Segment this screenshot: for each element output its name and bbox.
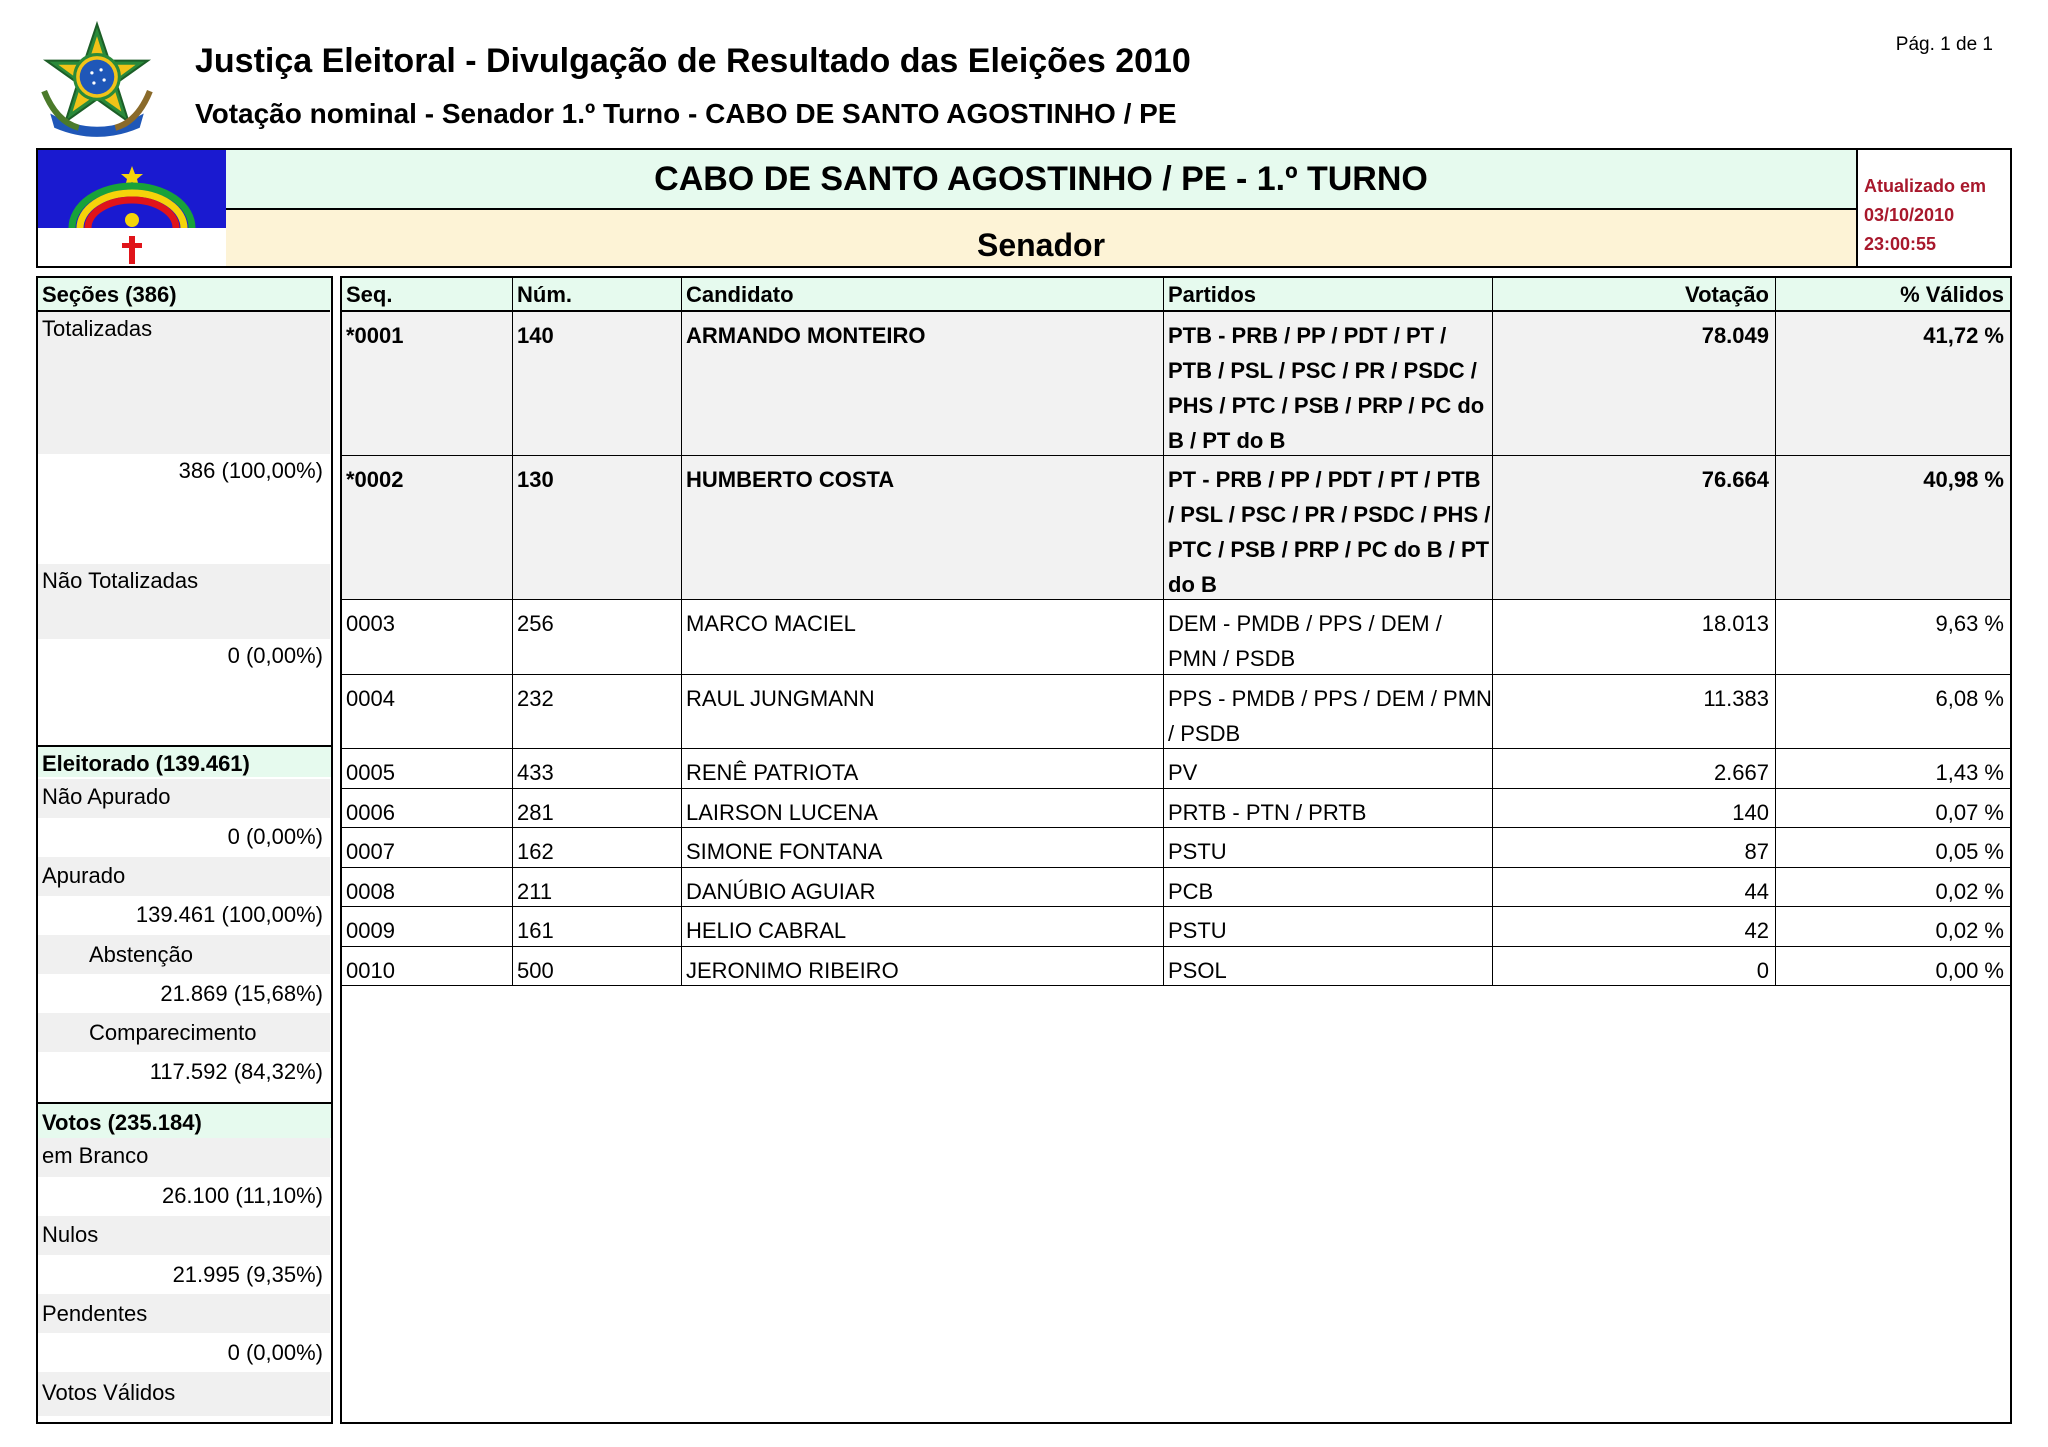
nao-apurado-value: 0 (0,00%): [227, 824, 323, 849]
cell-partidos: PSTU: [1163, 828, 1492, 867]
pernambuco-flag-icon: [38, 150, 228, 266]
cell-pct: 0,00 %: [1775, 947, 2010, 985]
cell-partidos: PT - PRB / PP / PDT / PT / PTB / PSL / PSC / PR / PSDC / PHS / PTC / PSB / PRP / PC do B / PT do B: [1163, 456, 1492, 599]
cell-candidato: ARMANDO MONTEIRO: [681, 312, 1163, 455]
table-row: [342, 749, 2010, 789]
cell-partidos: PCB: [1163, 868, 1492, 906]
cell-partidos: DEM - PMDB / PPS / DEM / PMN / PSDB: [1163, 600, 1492, 674]
cell-num: 161: [512, 907, 681, 946]
summary-panel: [36, 276, 333, 1424]
cell-candidato: RAUL JUNGMANN: [681, 675, 1163, 748]
cell-pct: 41,72 %: [1775, 312, 2010, 455]
cell-num: 500: [512, 947, 681, 985]
nao-apurado-label: Não Apurado: [38, 779, 330, 818]
table-row: [342, 947, 2010, 986]
cell-seq: 0005: [346, 760, 395, 785]
table-row: [342, 828, 2010, 868]
cell-candidato: JERONIMO RIBEIRO: [681, 947, 1163, 985]
cell-num: 140: [512, 312, 681, 455]
cell-votacao: 0: [1492, 947, 1775, 985]
column-header-seq: Seq.: [346, 282, 393, 307]
cell-num: 232: [512, 675, 681, 748]
pendentes-value: 0 (0,00%): [227, 1340, 323, 1365]
cell-votacao: 140: [1492, 789, 1775, 827]
cell-pct: 0,02 %: [1775, 868, 2010, 906]
cell-votacao: 11.383: [1492, 675, 1775, 748]
cell-votacao: 87: [1492, 828, 1775, 867]
cell-candidato: SIMONE FONTANA: [681, 828, 1163, 867]
cell-num: 433: [512, 749, 681, 788]
cell-pct: 6,08 %: [1775, 675, 2010, 748]
results-table: [340, 276, 2012, 1424]
results-banner: [36, 148, 2012, 268]
cell-seq: 0010: [346, 958, 395, 983]
cell-seq: 0009: [346, 918, 395, 943]
table-row: [342, 600, 2010, 675]
eleitorado-header: Eleitorado (139.461): [38, 745, 331, 777]
column-header-votacao: Votação: [1492, 278, 1775, 310]
votos-header: Votos (235.184): [38, 1102, 331, 1138]
cell-num: 256: [512, 600, 681, 674]
cell-partidos: PV: [1163, 749, 1492, 788]
cell-seq: 0007: [346, 839, 395, 864]
nao-totalizadas-value: 0 (0,00%): [227, 643, 323, 668]
table-row: [342, 907, 2010, 947]
nao-totalizadas-label: Não Totalizadas: [38, 564, 330, 639]
cell-pct: 1,43 %: [1775, 749, 2010, 788]
abstencao-label: Abstenção: [38, 935, 330, 974]
cell-partidos: PSOL: [1163, 947, 1492, 985]
comparecimento-value: 117.592 (84,32%): [149, 1059, 323, 1084]
totalizadas-value: 386 (100,00%): [178, 458, 323, 483]
table-row: [342, 456, 2010, 600]
nulos-value: 21.995 (9,35%): [172, 1262, 323, 1287]
cell-candidato: HELIO CABRAL: [681, 907, 1163, 946]
cell-seq: *0002: [346, 467, 404, 492]
nulos-label: Nulos: [38, 1216, 330, 1255]
cell-votacao: 42: [1492, 907, 1775, 946]
office-title: Senador: [226, 210, 1856, 266]
cell-partidos: PSTU: [1163, 907, 1492, 946]
cell-seq: 0004: [346, 686, 395, 711]
totalizadas-label: Totalizadas: [38, 310, 330, 454]
cell-candidato: LAIRSON LUCENA: [681, 789, 1163, 827]
cell-partidos: PRTB - PTN / PRTB: [1163, 789, 1492, 827]
branco-label: em Branco: [38, 1138, 330, 1177]
cell-candidato: RENÊ PATRIOTA: [681, 749, 1163, 788]
updated-date: 03/10/2010: [1864, 205, 1955, 225]
apurado-label: Apurado: [38, 857, 330, 896]
cell-pct: 0,02 %: [1775, 907, 2010, 946]
cell-partidos: PTB - PRB / PP / PDT / PT / PTB / PSL / PSC / PR / PSDC / PHS / PTC / PSB / PRP / PC do B / PT do B: [1163, 312, 1492, 455]
cell-pct: 9,63 %: [1775, 600, 2010, 674]
table-header: [342, 278, 2010, 312]
brazil-coat-of-arms-icon: [36, 20, 158, 142]
cell-pct: 0,05 %: [1775, 828, 2010, 867]
table-row: [342, 312, 2010, 456]
pendentes-label: Pendentes: [38, 1294, 330, 1333]
secoes-header: Seções (386): [38, 278, 331, 310]
updated-time: 23:00:55: [1864, 234, 1937, 254]
updated-info: [1856, 150, 2010, 266]
votos-validos-label: Votos Válidos: [38, 1372, 330, 1416]
column-header-partidos: Partidos: [1163, 278, 1492, 310]
updated-label: Atualizado em: [1864, 176, 1987, 196]
table-row: [342, 868, 2010, 907]
page-number: Pág. 1 de 1: [1895, 34, 1993, 55]
cell-seq: 0008: [346, 879, 395, 904]
cell-pct: 0,07 %: [1775, 789, 2010, 827]
cell-num: 281: [512, 789, 681, 827]
table-row: [342, 675, 2010, 749]
abstencao-value: 21.869 (15,68%): [160, 981, 323, 1006]
cell-partidos: PPS - PMDB / PPS / DEM / PMN / PSDB: [1163, 675, 1492, 748]
column-header-candidato: Candidato: [681, 278, 1163, 310]
column-header-pct-validos: % Válidos: [1775, 278, 2010, 310]
apurado-value: 139.461 (100,00%): [135, 902, 323, 927]
cell-seq: 0003: [346, 611, 395, 636]
city-round-title: CABO DE SANTO AGOSTINHO / PE - 1.º TURNO: [226, 150, 1856, 210]
comparecimento-label: Comparecimento: [38, 1013, 330, 1052]
cell-num: 130: [512, 456, 681, 599]
page-title: Justiça Eleitoral - Divulgação de Resultado das Eleições 2010: [195, 42, 1191, 80]
column-header-num: Núm.: [512, 278, 681, 310]
cell-pct: 40,98 %: [1775, 456, 2010, 599]
cell-candidato: HUMBERTO COSTA: [681, 456, 1163, 599]
cell-num: 162: [512, 828, 681, 867]
page-subtitle: Votação nominal - Senador 1.º Turno - CABO DE SANTO AGOSTINHO / PE: [195, 98, 1177, 129]
cell-votacao: 18.013: [1492, 600, 1775, 674]
cell-seq: 0006: [346, 800, 395, 825]
cell-votacao: 78.049: [1492, 312, 1775, 455]
cell-seq: *0001: [346, 323, 404, 348]
branco-value: 26.100 (11,10%): [161, 1183, 323, 1208]
cell-votacao: 2.667: [1492, 749, 1775, 788]
cell-candidato: DANÚBIO AGUIAR: [681, 868, 1163, 906]
cell-votacao: 44: [1492, 868, 1775, 906]
cell-votacao: 76.664: [1492, 456, 1775, 599]
cell-candidato: MARCO MACIEL: [681, 600, 1163, 674]
cell-num: 211: [512, 868, 681, 906]
table-row: [342, 789, 2010, 828]
